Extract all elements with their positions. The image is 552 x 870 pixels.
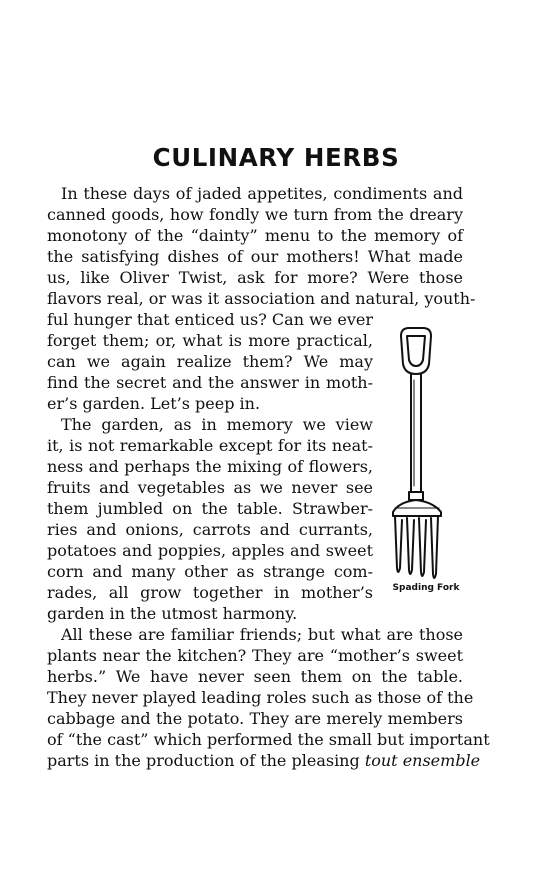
- text-line: forget them; or, what is more practical,: [47, 331, 373, 350]
- text-line: flavors real, or was it association and natural, youth-: [47, 289, 476, 308]
- text-line: They never played leading roles such as those of the: [47, 688, 474, 707]
- italic-phrase: tout ensemble: [364, 751, 481, 770]
- text-line: of “the cast” which performed the small but important: [47, 730, 490, 749]
- text-line: the satisfying dishes of our mothers! What made: [47, 247, 463, 266]
- text-line: find the secret and the answer in moth-: [47, 373, 373, 392]
- text-line: er’s garden. Let’s peep in.: [47, 394, 261, 413]
- text-line: us, like Oliver Twist, ask for more? Were those: [47, 268, 463, 287]
- figure-caption: Spading Fork: [392, 583, 460, 593]
- text-line: plants near the kitchen? They are “mother’s sweet: [47, 646, 463, 665]
- text-line: them jumbled on the table. Strawber-: [47, 499, 373, 518]
- text-line: it, is not remarkable except for its neat-: [47, 436, 373, 455]
- text-line-final: [47, 750, 481, 771]
- text-line: canned goods, how fondly we turn from the dreary: [47, 205, 463, 224]
- text-line: ness and perhaps the mixing of flowers,: [47, 457, 373, 476]
- text-line: monotony of the “dainty” menu to the memory of: [47, 226, 463, 245]
- page-title: CULINARY HERBS: [152, 143, 400, 172]
- text-line: ful hunger that enticed us? Can we ever: [47, 310, 373, 329]
- text-line: potatoes and poppies, apples and sweet: [47, 541, 373, 560]
- text-line: garden in the utmost harmony.: [47, 604, 298, 623]
- text-line: The garden, as in memory we view: [61, 415, 373, 434]
- text-line: corn and many other as strange com-: [47, 562, 373, 581]
- text-line: can we again realize them? We may: [47, 352, 373, 371]
- text-line: herbs.” We have never seen them on the table.: [47, 667, 463, 686]
- text-line-start: parts in the production of the pleasing: [47, 751, 365, 770]
- text-line: cabbage and the potato. They are merely members: [47, 709, 463, 728]
- text-line: fruits and vegetables as we never see: [47, 478, 373, 497]
- text-line: All these are familiar friends; but what are those: [61, 625, 463, 644]
- text-line: In these days of jaded appetites, condiments and: [61, 184, 463, 203]
- text-line: ries and onions, carrots and currants,: [47, 520, 373, 539]
- text-line: rades, all grow together in mother’s: [47, 583, 373, 602]
- spading-fork-icon: [385, 324, 465, 604]
